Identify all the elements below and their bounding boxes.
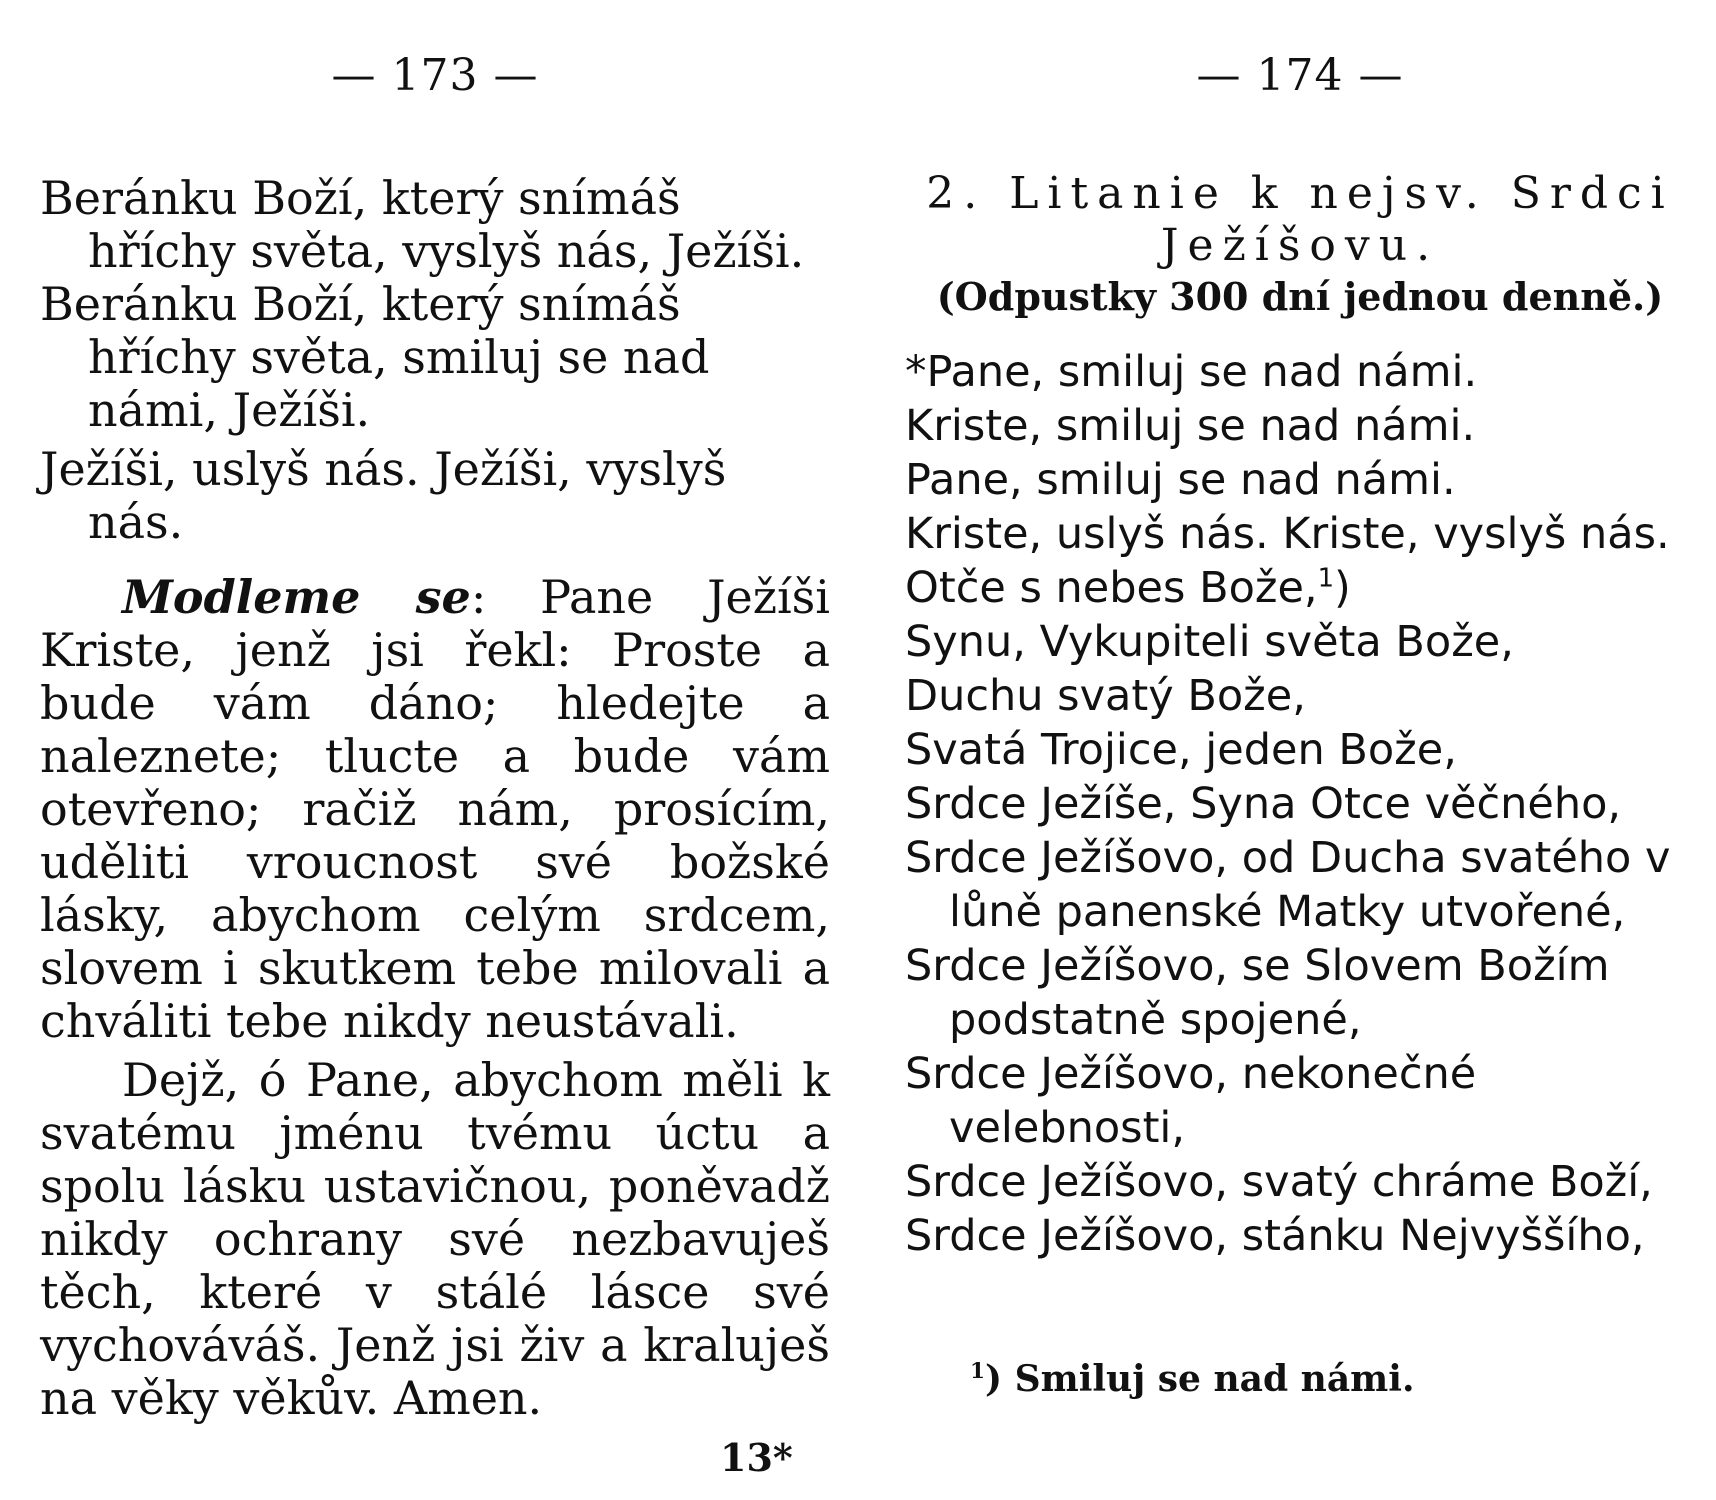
footnote bbox=[970, 1358, 1414, 1400]
litany-line: Srdce Ježíše, Syna Otce věčného, bbox=[905, 779, 1622, 829]
litany-line: Srdce Ježíšovo, stánku Nejvyššího, bbox=[905, 1211, 1645, 1261]
footnote-number: 1 bbox=[970, 1359, 986, 1384]
footnote-marker: 1 bbox=[1317, 563, 1334, 594]
litany-line-text: Otče s nebes Bože, bbox=[905, 563, 1318, 613]
page-number-174: — 174 — bbox=[1196, 50, 1404, 101]
signature-mark: 13* bbox=[720, 1435, 793, 1480]
page-number-173: — 173 — bbox=[331, 50, 539, 101]
litany-line: Srdce Ježíšovo, nekonečné velebnosti, bbox=[905, 1049, 1477, 1153]
prayer-paragraph-2: Dejž, ó Pane, abychom měli k svatému jménu tvému úctu a spolu lásku ustavičnou, poněvadž nikdy ochrany své nezbavuješ těch, které v stálé lásce své vychováváš. Jenž jsi živ a kraluješ na věky věkův. Amen. bbox=[40, 1053, 830, 1425]
litany-list bbox=[905, 345, 1695, 1263]
litany-line: Duchu svatý Bože, bbox=[905, 671, 1306, 721]
litany-line: Svatá Trojice, jeden Bože, bbox=[905, 725, 1457, 775]
litany-line: Srdce Ježíšovo, se Slovem Božím podstatně spojené, bbox=[905, 941, 1610, 1045]
litany-line: Synu, Vykupiteli světa Bože, bbox=[905, 617, 1514, 667]
litany-line: *Pane, smiluj se nad námi. bbox=[905, 347, 1478, 397]
indulgence-note: (Odpustky 300 dní jednou denně.) bbox=[936, 274, 1664, 319]
litany-line: Kriste, smiluj se nad námi. bbox=[905, 401, 1476, 451]
litany-line: Pane, smiluj se nad námi. bbox=[905, 455, 1456, 505]
litany-line: Srdce Ježíšovo, svatý chráme Boží, bbox=[905, 1157, 1653, 1207]
footnote-text: ) Smiluj se nad námi. bbox=[985, 1358, 1415, 1400]
prayer-paragraph-1 bbox=[40, 571, 830, 1048]
right-page bbox=[905, 0, 1695, 1500]
litany-title: 2. Litanie k nejsv. Srdci Ježíšovu. bbox=[926, 168, 1674, 271]
left-page bbox=[40, 0, 830, 1500]
left-page-body bbox=[40, 172, 830, 1425]
prayer-text: : Pane Ježíši Kriste, jenž jsi řekl: Proste a bude vám dáno; hledejte a naleznete; tlucte a bude vám otevřeno; račiž nám, prosícím, uděliti vroucnost své božské lásky, abychom celým srdcem, slovem i skutkem tebe milovali a chváliti tebe nikdy neustávali. bbox=[40, 570, 830, 1048]
litany-entry-lamb-2: Beránku Boží, který snímáš hříchy světa, smiluj se nad námi, Ježíši. bbox=[40, 277, 710, 437]
prayer-lead: Modleme se bbox=[122, 570, 471, 624]
litany-entry-lamb-1: Beránku Boží, který snímáš hříchy světa, vyslyš nás, Ježíši. bbox=[40, 171, 805, 278]
litany-line: Kriste, uslyš nás. Kriste, vyslyš nás. bbox=[905, 509, 1670, 559]
litany-line: Srdce Ježíšovo, od Ducha svatého v lůně panenské Matky utvořené, bbox=[905, 833, 1671, 937]
litany-line-father: Otče s nebes Bože,$^1$) bbox=[905, 563, 1351, 613]
litany-entry-hear-us: Ježíši, uslyš nás. Ježíši, vyslyš nás. bbox=[40, 442, 727, 549]
litany-heading bbox=[905, 168, 1695, 322]
